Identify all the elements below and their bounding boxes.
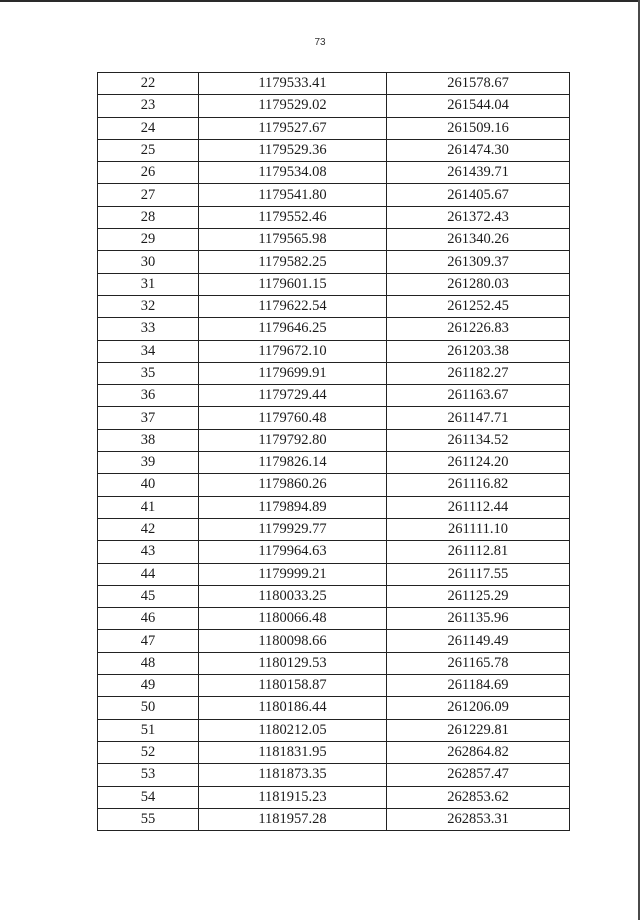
table-row bbox=[98, 229, 570, 251]
table-row bbox=[98, 251, 570, 273]
point-number-cell: 27 bbox=[98, 184, 199, 206]
table-row bbox=[98, 697, 570, 719]
x-coordinate-cell: 1179601.15 bbox=[199, 273, 387, 295]
table-row bbox=[98, 273, 570, 295]
point-number-cell: 45 bbox=[98, 585, 199, 607]
x-coordinate-cell: 1181957.28 bbox=[199, 808, 387, 830]
y-coordinate-cell: 261206.09 bbox=[387, 697, 570, 719]
y-coordinate-cell: 261229.81 bbox=[387, 719, 570, 741]
table-row bbox=[98, 541, 570, 563]
table-row bbox=[98, 518, 570, 540]
table-row bbox=[98, 585, 570, 607]
point-number-cell: 26 bbox=[98, 162, 199, 184]
point-number-cell: 36 bbox=[98, 385, 199, 407]
y-coordinate-cell: 261340.26 bbox=[387, 229, 570, 251]
table-row bbox=[98, 184, 570, 206]
point-number-cell: 28 bbox=[98, 206, 199, 228]
point-number-cell: 52 bbox=[98, 741, 199, 763]
point-number-cell: 49 bbox=[98, 675, 199, 697]
x-coordinate-cell: 1179894.89 bbox=[199, 496, 387, 518]
y-coordinate-cell: 261124.20 bbox=[387, 452, 570, 474]
table-row bbox=[98, 429, 570, 451]
y-coordinate-cell: 261252.45 bbox=[387, 295, 570, 317]
x-coordinate-cell: 1180212.05 bbox=[199, 719, 387, 741]
table-row bbox=[98, 206, 570, 228]
table-row bbox=[98, 675, 570, 697]
point-number-cell: 46 bbox=[98, 608, 199, 630]
y-coordinate-cell: 262853.62 bbox=[387, 786, 570, 808]
point-number-cell: 35 bbox=[98, 362, 199, 384]
y-coordinate-cell: 261125.29 bbox=[387, 585, 570, 607]
x-coordinate-cell: 1180066.48 bbox=[199, 608, 387, 630]
table-row bbox=[98, 808, 570, 830]
x-coordinate-cell: 1179860.26 bbox=[199, 474, 387, 496]
x-coordinate-cell: 1179699.91 bbox=[199, 362, 387, 384]
x-coordinate-cell: 1179646.25 bbox=[199, 318, 387, 340]
point-number-cell: 44 bbox=[98, 563, 199, 585]
point-number-cell: 39 bbox=[98, 452, 199, 474]
page-number: 73 bbox=[314, 37, 326, 48]
x-coordinate-cell: 1179529.36 bbox=[199, 139, 387, 161]
point-number-cell: 38 bbox=[98, 429, 199, 451]
table-row bbox=[98, 340, 570, 362]
y-coordinate-cell: 261203.38 bbox=[387, 340, 570, 362]
x-coordinate-cell: 1179760.48 bbox=[199, 407, 387, 429]
table-row bbox=[98, 385, 570, 407]
point-number-cell: 50 bbox=[98, 697, 199, 719]
y-coordinate-cell: 261116.82 bbox=[387, 474, 570, 496]
point-number-cell: 54 bbox=[98, 786, 199, 808]
point-number-cell: 30 bbox=[98, 251, 199, 273]
x-coordinate-cell: 1179929.77 bbox=[199, 518, 387, 540]
page-top-edge bbox=[0, 0, 640, 2]
y-coordinate-cell: 261112.81 bbox=[387, 541, 570, 563]
point-number-cell: 23 bbox=[98, 95, 199, 117]
point-number-cell: 32 bbox=[98, 295, 199, 317]
table-row bbox=[98, 652, 570, 674]
y-coordinate-cell: 261184.69 bbox=[387, 675, 570, 697]
x-coordinate-cell: 1179622.54 bbox=[199, 295, 387, 317]
table-row bbox=[98, 786, 570, 808]
table-row bbox=[98, 496, 570, 518]
table-row bbox=[98, 741, 570, 763]
y-coordinate-cell: 261149.49 bbox=[387, 630, 570, 652]
y-coordinate-cell: 261182.27 bbox=[387, 362, 570, 384]
y-coordinate-cell: 261509.16 bbox=[387, 117, 570, 139]
table-row bbox=[98, 474, 570, 496]
point-number-cell: 37 bbox=[98, 407, 199, 429]
point-number-cell: 55 bbox=[98, 808, 199, 830]
point-number-cell: 40 bbox=[98, 474, 199, 496]
y-coordinate-cell: 261163.67 bbox=[387, 385, 570, 407]
x-coordinate-cell: 1180129.53 bbox=[199, 652, 387, 674]
y-coordinate-cell: 261165.78 bbox=[387, 652, 570, 674]
x-coordinate-cell: 1179527.67 bbox=[199, 117, 387, 139]
y-coordinate-cell: 261280.03 bbox=[387, 273, 570, 295]
x-coordinate-cell: 1179529.02 bbox=[199, 95, 387, 117]
y-coordinate-cell: 261544.04 bbox=[387, 95, 570, 117]
point-number-cell: 22 bbox=[98, 73, 199, 95]
x-coordinate-cell: 1179964.63 bbox=[199, 541, 387, 563]
coordinates-table-body bbox=[98, 73, 570, 831]
x-coordinate-cell: 1180033.25 bbox=[199, 585, 387, 607]
x-coordinate-cell: 1179565.98 bbox=[199, 229, 387, 251]
y-coordinate-cell: 261405.67 bbox=[387, 184, 570, 206]
y-coordinate-cell: 261226.83 bbox=[387, 318, 570, 340]
coordinates-table bbox=[97, 72, 570, 831]
point-number-cell: 47 bbox=[98, 630, 199, 652]
x-coordinate-cell: 1179729.44 bbox=[199, 385, 387, 407]
y-coordinate-cell: 262864.82 bbox=[387, 741, 570, 763]
x-coordinate-cell: 1180098.66 bbox=[199, 630, 387, 652]
table-row bbox=[98, 407, 570, 429]
point-number-cell: 29 bbox=[98, 229, 199, 251]
table-row bbox=[98, 630, 570, 652]
table-row bbox=[98, 95, 570, 117]
table-row bbox=[98, 117, 570, 139]
y-coordinate-cell: 261135.96 bbox=[387, 608, 570, 630]
table-row bbox=[98, 764, 570, 786]
y-coordinate-cell: 261439.71 bbox=[387, 162, 570, 184]
y-coordinate-cell: 261309.37 bbox=[387, 251, 570, 273]
point-number-cell: 42 bbox=[98, 518, 199, 540]
table-row bbox=[98, 719, 570, 741]
point-number-cell: 34 bbox=[98, 340, 199, 362]
point-number-cell: 41 bbox=[98, 496, 199, 518]
y-coordinate-cell: 262857.47 bbox=[387, 764, 570, 786]
x-coordinate-cell: 1179792.80 bbox=[199, 429, 387, 451]
x-coordinate-cell: 1179534.08 bbox=[199, 162, 387, 184]
y-coordinate-cell: 261578.67 bbox=[387, 73, 570, 95]
y-coordinate-cell: 261372.43 bbox=[387, 206, 570, 228]
x-coordinate-cell: 1181873.35 bbox=[199, 764, 387, 786]
point-number-cell: 48 bbox=[98, 652, 199, 674]
table-row bbox=[98, 295, 570, 317]
x-coordinate-cell: 1179552.46 bbox=[199, 206, 387, 228]
y-coordinate-cell: 261147.71 bbox=[387, 407, 570, 429]
x-coordinate-cell: 1181915.23 bbox=[199, 786, 387, 808]
y-coordinate-cell: 262853.31 bbox=[387, 808, 570, 830]
point-number-cell: 31 bbox=[98, 273, 199, 295]
y-coordinate-cell: 261112.44 bbox=[387, 496, 570, 518]
table-row bbox=[98, 162, 570, 184]
x-coordinate-cell: 1179533.41 bbox=[199, 73, 387, 95]
x-coordinate-cell: 1179826.14 bbox=[199, 452, 387, 474]
table-row bbox=[98, 73, 570, 95]
point-number-cell: 33 bbox=[98, 318, 199, 340]
y-coordinate-cell: 261474.30 bbox=[387, 139, 570, 161]
table-row bbox=[98, 139, 570, 161]
table-row bbox=[98, 608, 570, 630]
y-coordinate-cell: 261117.55 bbox=[387, 563, 570, 585]
x-coordinate-cell: 1179582.25 bbox=[199, 251, 387, 273]
y-coordinate-cell: 261134.52 bbox=[387, 429, 570, 451]
x-coordinate-cell: 1180186.44 bbox=[199, 697, 387, 719]
table-row bbox=[98, 318, 570, 340]
y-coordinate-cell: 261111.10 bbox=[387, 518, 570, 540]
point-number-cell: 43 bbox=[98, 541, 199, 563]
x-coordinate-cell: 1179672.10 bbox=[199, 340, 387, 362]
x-coordinate-cell: 1180158.87 bbox=[199, 675, 387, 697]
table-row bbox=[98, 452, 570, 474]
point-number-cell: 25 bbox=[98, 139, 199, 161]
point-number-cell: 24 bbox=[98, 117, 199, 139]
point-number-cell: 51 bbox=[98, 719, 199, 741]
x-coordinate-cell: 1181831.95 bbox=[199, 741, 387, 763]
point-number-cell: 53 bbox=[98, 764, 199, 786]
x-coordinate-cell: 1179999.21 bbox=[199, 563, 387, 585]
x-coordinate-cell: 1179541.80 bbox=[199, 184, 387, 206]
table-row bbox=[98, 362, 570, 384]
table-row bbox=[98, 563, 570, 585]
